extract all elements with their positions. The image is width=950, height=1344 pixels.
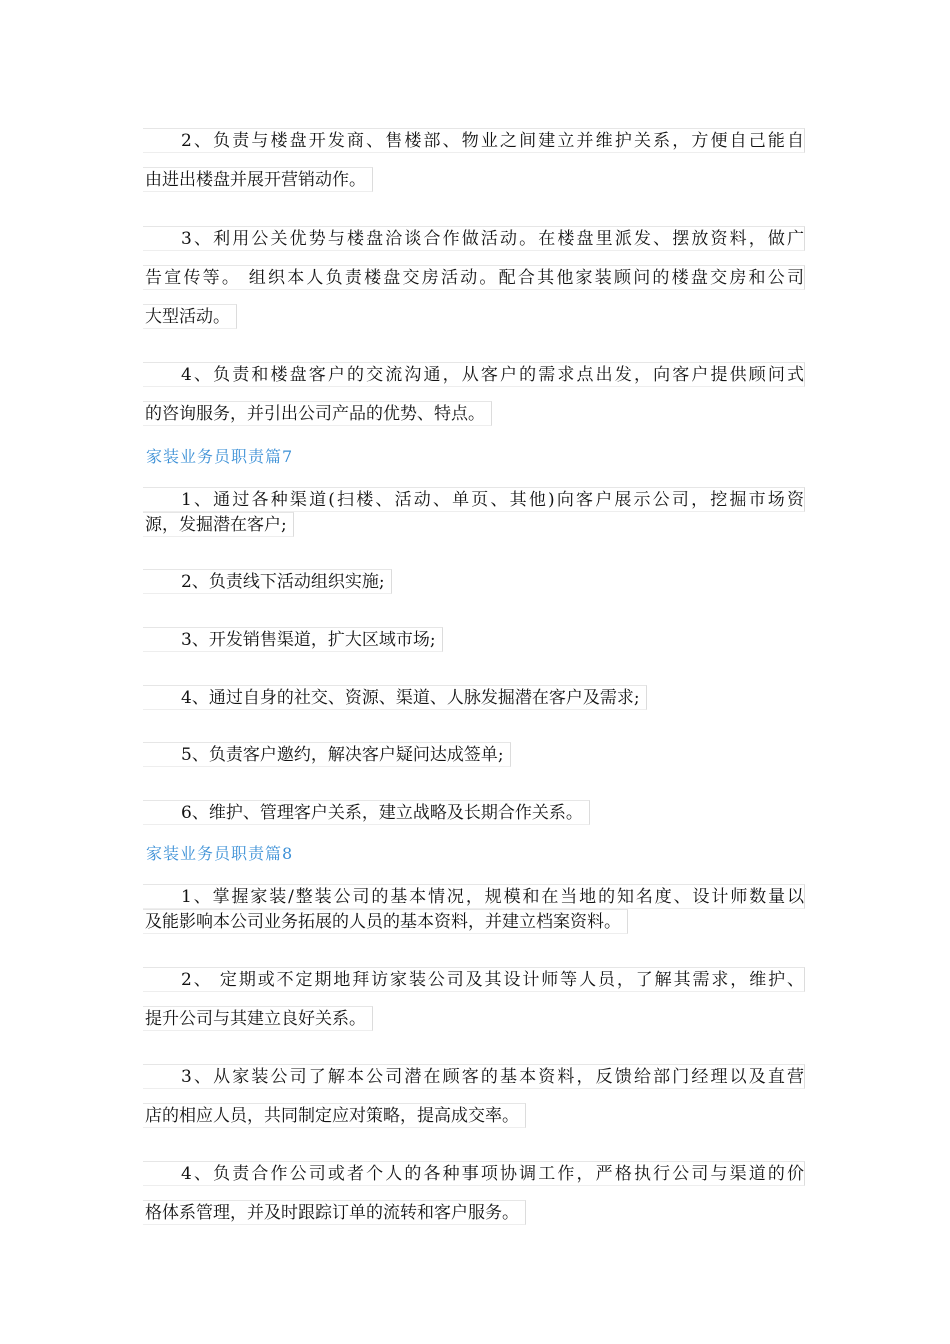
paragraph bbox=[143, 362, 805, 430]
paragraph-line: 1、掌握家装/整装公司的基本情况，规模和在当地的知名度、设计师数量以 bbox=[143, 884, 805, 909]
paragraph-line: 3、利用公关优势与楼盘洽谈合作做活动。在楼盘里派发、摆放资料，做广 bbox=[143, 226, 805, 251]
section-heading: 家装业务员职责篇8 bbox=[146, 844, 294, 863]
paragraph-line: 源，发掘潜在客户; bbox=[143, 512, 294, 537]
paragraph-line: 提升公司与其建立良好关系。 bbox=[143, 1006, 373, 1031]
paragraph-line: 5、负责客户邀约，解决客户疑问达成签单; bbox=[143, 742, 511, 767]
paragraph bbox=[143, 1064, 805, 1132]
paragraph bbox=[143, 226, 805, 333]
paragraph-line: 店的相应人员，共同制定应对策略，提高成交率。 bbox=[143, 1103, 526, 1128]
section-heading: 家装业务员职责篇7 bbox=[146, 447, 294, 466]
paragraph-line: 由进出楼盘并展开营销动作。 bbox=[143, 167, 373, 192]
paragraph-line: 4、负责和楼盘客户的交流沟通，从客户的需求点出发，向客户提供顾问式 bbox=[143, 362, 805, 387]
paragraph-line: 4、负责合作公司或者个人的各种事项协调工作，严格执行公司与渠道的价 bbox=[143, 1161, 805, 1186]
paragraph bbox=[143, 1161, 805, 1229]
paragraph-line: 6、维护、管理客户关系，建立战略及长期合作关系。 bbox=[143, 800, 590, 825]
paragraph-line: 及能影响本公司业务拓展的人员的基本资料，并建立档案资料。 bbox=[143, 909, 628, 934]
paragraph bbox=[143, 128, 805, 196]
paragraph-line: 2、 定期或不定期地拜访家装公司及其设计师等人员，了解其需求，维护、 bbox=[143, 967, 805, 992]
paragraph bbox=[143, 487, 805, 541]
paragraph bbox=[143, 967, 805, 1035]
paragraph-line: 3、从家装公司了解本公司潜在顾客的基本资料，反馈给部门经理以及直营 bbox=[143, 1064, 805, 1089]
paragraph-line: 大型活动。 bbox=[143, 304, 237, 329]
paragraph bbox=[143, 685, 805, 714]
paragraph-line: 4、通过自身的社交、资源、渠道、人脉发掘潜在客户及需求; bbox=[143, 685, 647, 710]
paragraph bbox=[143, 800, 805, 829]
paragraph-line: 格体系管理，并及时跟踪订单的流转和客户服务。 bbox=[143, 1200, 526, 1225]
paragraph bbox=[143, 569, 805, 598]
paragraph-line: 的咨询服务，并引出公司产品的优势、特点。 bbox=[143, 401, 492, 426]
paragraph bbox=[143, 742, 805, 771]
paragraph-line: 1、通过各种渠道(扫楼、活动、单页、其他)向客户展示公司，挖掘市场资 bbox=[143, 487, 805, 512]
paragraph-line: 告宣传等。 组织本人负责楼盘交房活动。配合其他家装顾问的楼盘交房和公司 bbox=[143, 265, 805, 290]
paragraph-line: 2、负责与楼盘开发商、售楼部、物业之间建立并维护关系，方便自己能自 bbox=[143, 128, 805, 153]
paragraph bbox=[143, 884, 805, 938]
paragraph bbox=[143, 627, 805, 656]
paragraph-line: 3、开发销售渠道，扩大区域市场; bbox=[143, 627, 443, 652]
paragraph-line: 2、负责线下活动组织实施; bbox=[143, 569, 392, 594]
